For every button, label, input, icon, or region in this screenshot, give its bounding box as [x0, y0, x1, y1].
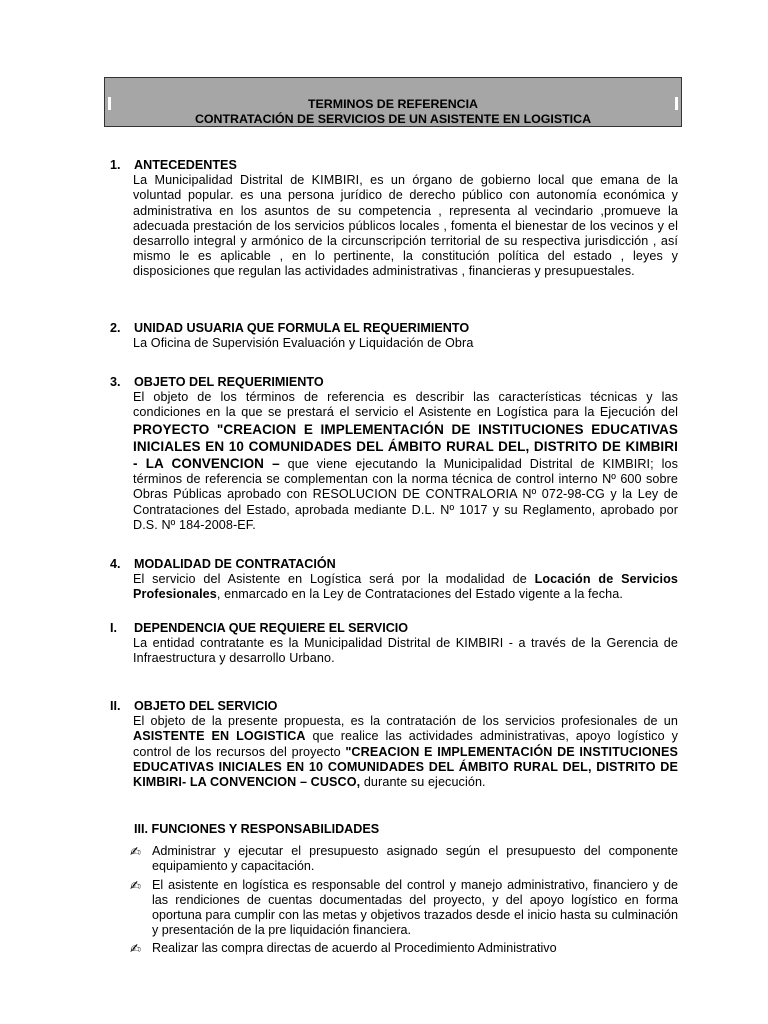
section-antecedentes	[110, 158, 678, 280]
section-funciones	[110, 822, 678, 957]
section-heading	[110, 375, 678, 390]
right-mark	[675, 97, 678, 110]
list-item-text: Administrar y ejecutar el presupuesto asignado según el presupuesto del componente equipamiento y capacitación.	[152, 844, 678, 874]
section-dependencia	[110, 621, 678, 667]
document-subtitle: CONTRATACIÓN DE SERVICIOS DE UN ASISTENTE EN LOGISTICA	[194, 111, 592, 126]
title-box	[104, 77, 682, 127]
bold-text: Locación de Servicios Profesionales	[133, 572, 678, 602]
section-unidad-usuaria	[110, 321, 678, 351]
section-body	[133, 390, 678, 533]
body-text-1: El servicio del Asistente en Logística será por la modalidad de	[133, 572, 535, 587]
section-number: 1.	[110, 158, 121, 172]
section-title: ANTECEDENTES	[134, 158, 237, 172]
body-text-2: que realice las actividades administrativas, apoyo logístico y control de los recursos del proyecto	[133, 729, 678, 759]
writing-hand-icon: ✍	[130, 941, 141, 957]
section-number: 4.	[110, 557, 121, 571]
body-text-1: El objeto de la presente propuesta, es la contratación de los servicios profesionales de un	[133, 714, 678, 729]
section-heading	[110, 621, 678, 636]
section-heading	[110, 557, 678, 572]
section-number: I.	[110, 621, 117, 635]
body-text-3: durante su ejecución.	[360, 775, 486, 790]
section-number: 3.	[110, 375, 121, 389]
bold-text-2: "CREACION E IMPLEMENTACIÓN DE INSTITUCIONES EDUCATIVAS INICIALES EN 10 COMUNIDADES DEL ÁMBITO RURAL DEL, DISTRITO DE KIMBIRI- LA CONVENCION – CUSCO,	[133, 744, 678, 790]
section-body	[133, 714, 678, 790]
body-text-1: El objeto de los términos de referencia es describir las características técnicas y las condiciones en la que se prestará el servicio el Asistente en Logística para la Ejecución del	[133, 390, 678, 420]
section-body	[133, 572, 678, 602]
section-number: 2.	[110, 321, 121, 335]
section-body: La Oficina de Supervisión Evaluación y Liquidación de Obra	[133, 336, 474, 351]
section-number: II.	[110, 699, 121, 713]
section-title: UNIDAD USUARIA QUE FORMULA EL REQUERIMIENTO	[134, 321, 470, 335]
section-title: DEPENDENCIA QUE REQUIERE EL SERVICIO	[134, 621, 409, 635]
section-heading	[110, 158, 678, 173]
document-title: TERMINOS DE REFERENCIA	[307, 97, 479, 111]
section-modalidad	[110, 557, 678, 603]
body-text-2: que viene ejecutando la Municipalidad Distrital de KIMBIRI; los términos de referencia se complementan con la norma técnica de control interno Nº 600 sobre Obras Públicas aprobado con RESOLUCION DE CONTRALORIA Nº 072-98-CG y la Ley de Contrataciones del Estado, aprobada mediante D.L. Nº 1017 y su Reglamento, aprobado por D.S. Nº 184-2008-EF.	[133, 457, 678, 532]
section-body: La entidad contratante es la Municipalidad Distrital de KIMBIRI - a través de la Gerencia de Infraestructura y desarrollo Urbano.	[133, 636, 678, 666]
section-title: OBJETO DEL REQUERIMIENTO	[134, 375, 324, 389]
writing-hand-icon: ✍	[130, 877, 141, 893]
list-item	[130, 844, 678, 874]
section-objeto-servicio	[110, 699, 678, 790]
section-title: III. FUNCIONES Y RESPONSABILIDADES	[134, 822, 380, 836]
left-mark	[108, 97, 111, 110]
list-item	[130, 941, 678, 956]
section-body: La Municipalidad Distrital de KIMBIRI, es un órgano de gobierno local que emana de la voluntad popular. es una persona jurídico de derecho público con autonomía económica y administrativa en los asuntos de su competencia , representa al vecindario ,promueve la adecuada prestación de los servicios públicos locales , fomenta el bienestar de los vecinos y el desarrollo integral y armónico de la circunscripción territorial de su respectiva jurisdicción , así mismo le es aplicable , en lo pertinente, la constitución política del estado , leyes y disposiciones que regulan las actividades administrativas , financieras y presupuestales.	[133, 173, 678, 279]
list-item-text: Realizar las compra directas de acuerdo al Procedimiento Administrativo	[152, 941, 557, 956]
list-item	[130, 878, 678, 939]
bold-text-1: ASISTENTE EN LOGISTICA	[133, 729, 306, 744]
section-objeto-requerimiento	[110, 375, 678, 533]
section-heading	[110, 321, 678, 336]
section-title: OBJETO DEL SERVICIO	[134, 699, 278, 713]
writing-hand-icon: ✍	[130, 844, 141, 860]
list-item-text: El asistente en logística es responsable del control y manejo administrativo, financiero y de las rendiciones de cuentas documentadas del proyecto, y del apoyo logístico en forma oportuna para cumplir con las metas y objetivos trazados desde el inicio hasta su culminación y presentación de la pre liquidación financiera.	[152, 877, 678, 938]
section-heading	[110, 699, 678, 714]
project-name: PROYECTO "CREACION E IMPLEMENTACIÓN DE INSTITUCIONES EDUCATIVAS INICIALES EN 10 COMUNIDADES DEL ÁMBITO RURAL DEL, DISTRITO DE KIMBIRI - LA CONVENCION –	[133, 421, 678, 472]
body-text-2: , enmarcado en la Ley de Contrataciones del Estado vigente a la fecha.	[216, 587, 623, 602]
section-title: MODALIDAD DE CONTRATACIÓN	[134, 557, 336, 571]
